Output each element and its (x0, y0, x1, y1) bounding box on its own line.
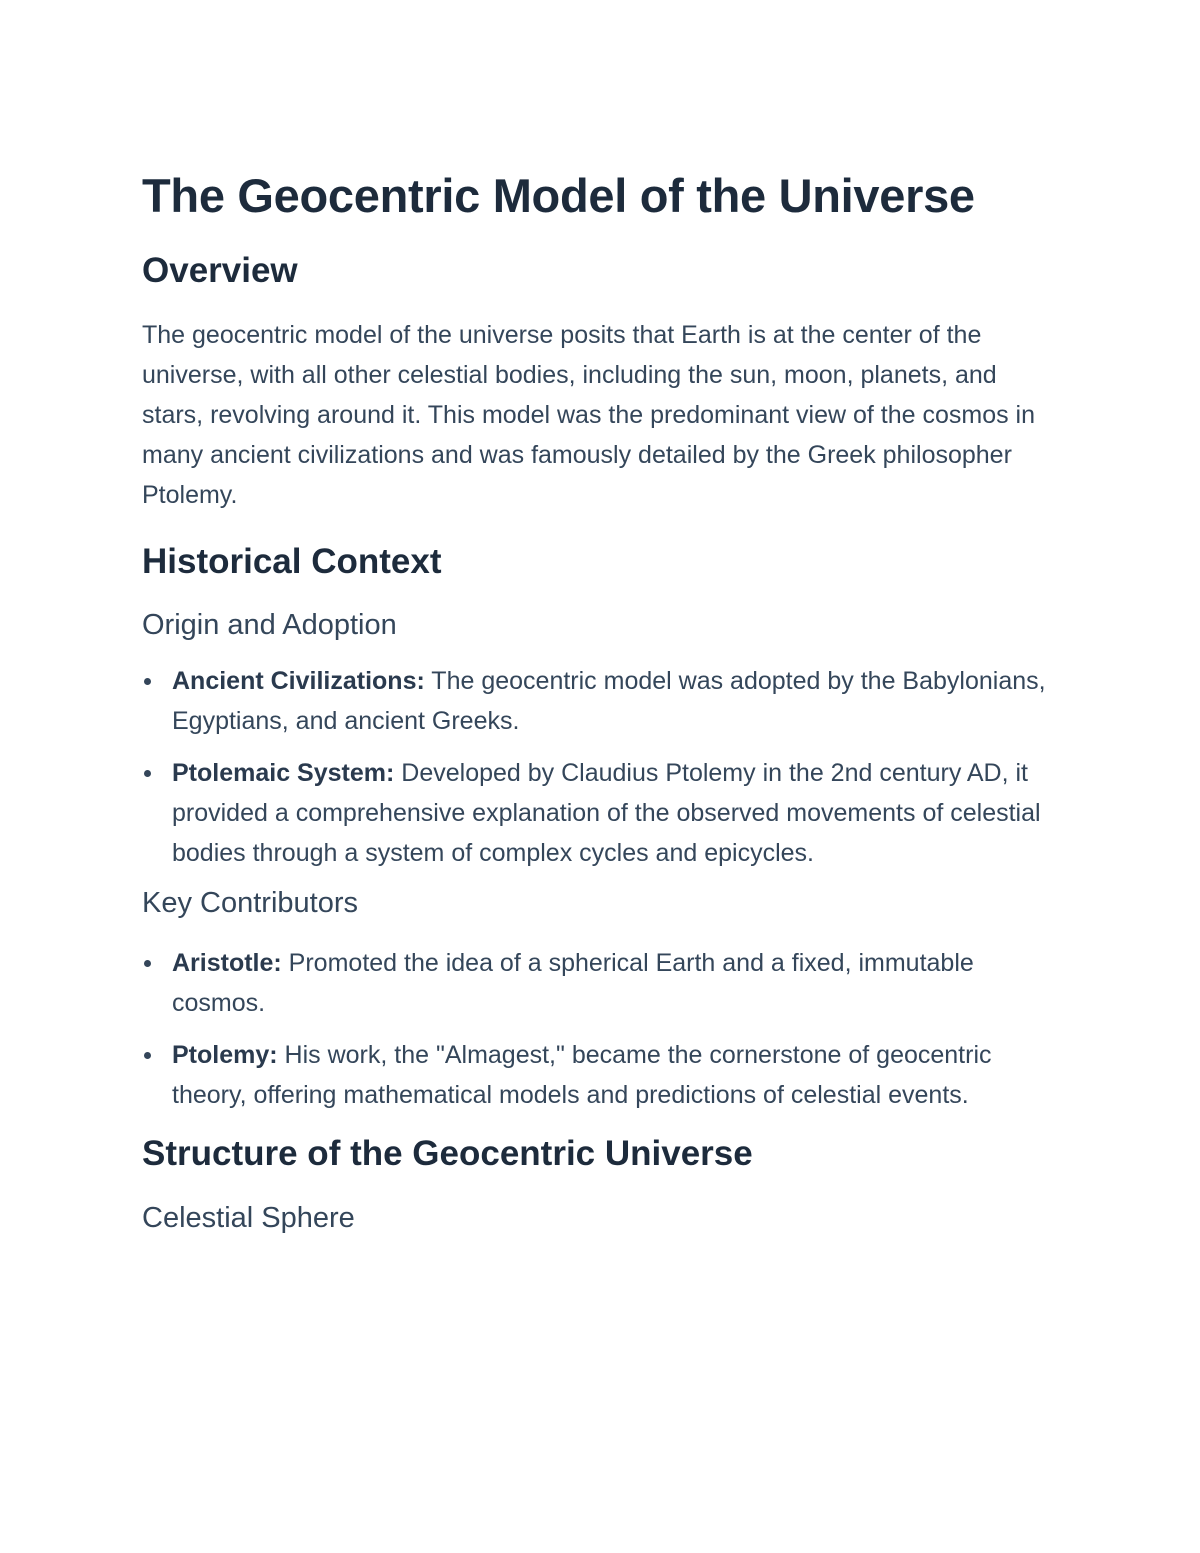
list-item-text: His work, the "Almagest," became the cornerstone of geocentric theory, offering mathematical models and predictions of celestial events. (172, 1041, 992, 1109)
list-item (142, 661, 1062, 741)
bullet-icon (144, 678, 151, 685)
list-item-label: Ancient Civilizations: (172, 667, 425, 695)
subheading-celestial-sphere: Celestial Sphere (142, 1202, 355, 1234)
subheading-key-contributors: Key Contributors (142, 887, 358, 919)
list-item-label: Ptolemy: (172, 1041, 278, 1069)
list-item-label: Aristotle: (172, 949, 282, 977)
subheading-origin-and-adoption: Origin and Adoption (142, 609, 397, 641)
bullet-icon (144, 770, 151, 777)
section-heading-overview: Overview (142, 251, 298, 290)
list-item-label: Ptolemaic System: (172, 759, 395, 787)
list-item (142, 943, 1062, 1023)
section-heading-historical-context: Historical Context (142, 542, 442, 581)
list-item (142, 753, 1062, 873)
document-page (142, 168, 1062, 1236)
list-item-text: Promoted the idea of a spherical Earth and a fixed, immutable cosmos. (172, 949, 974, 1017)
bullet-icon (144, 960, 151, 967)
origin-list (142, 661, 1062, 873)
bullet-icon (144, 1052, 151, 1059)
overview-paragraph: The geocentric model of the universe posits that Earth is at the center of the universe, with all other celestial bodies, including the sun, moon, planets, and stars, revolving around it. This model was the predominant view of the cosmos in many ancient civilizations and was famously detailed by the Greek philosopher Ptolemy. (142, 321, 1036, 509)
list-item-text: Developed by Claudius Ptolemy in the 2nd century AD, it provided a comprehensive explanation of the observed movements of celestial bodies through a system of complex cycles and epicycles. (172, 759, 1041, 867)
section-heading-structure: Structure of the Geocentric Universe (142, 1134, 753, 1173)
list-item (142, 1035, 1062, 1115)
list-item-text: The geocentric model was adopted by the Babylonians, Egyptians, and ancient Greeks. (172, 667, 1046, 735)
contributors-list (142, 943, 1062, 1115)
page-title: The Geocentric Model of the Universe (142, 169, 975, 222)
